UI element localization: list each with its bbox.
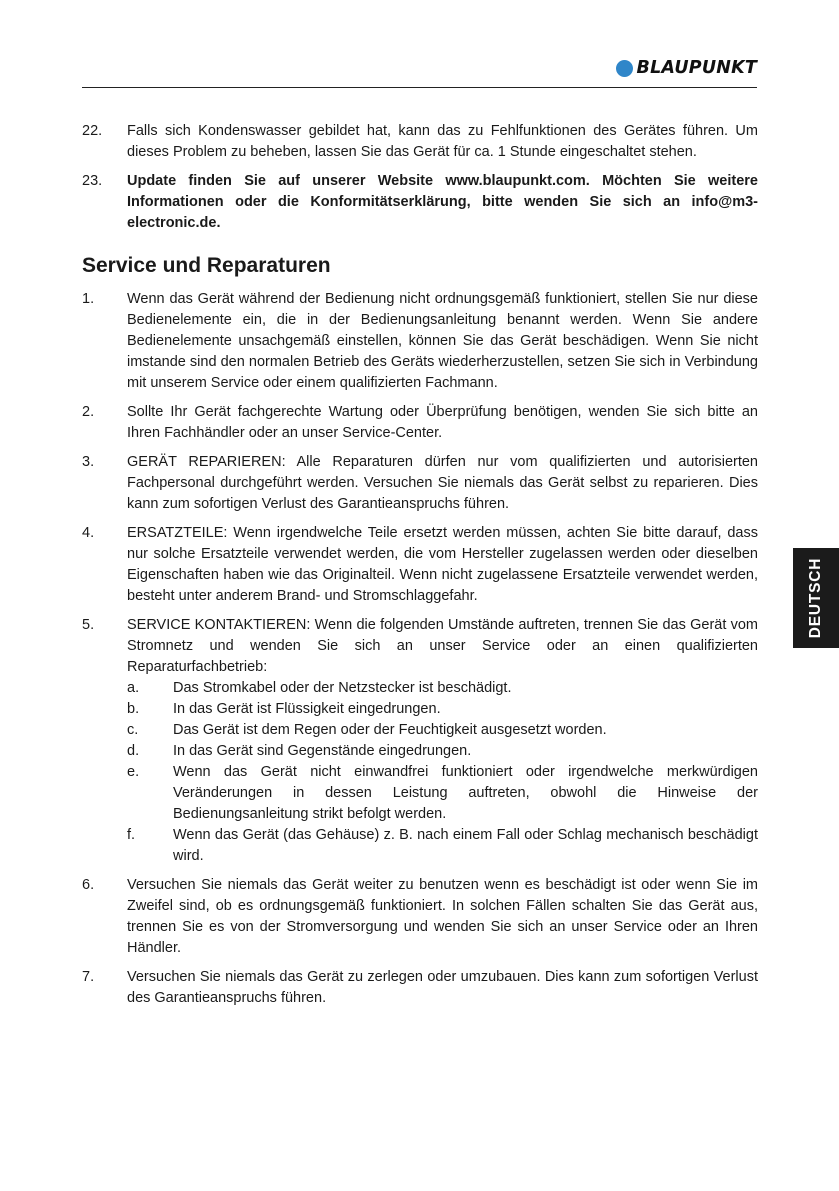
item-number: 5. — [82, 617, 95, 633]
sub-item-text: Das Gerät ist dem Regen oder der Feuchtigkeit ausgesetzt worden. — [173, 722, 607, 738]
sub-item-letter: c. — [127, 722, 139, 738]
item-body — [127, 615, 758, 867]
item-text: Falls sich Kondenswasser gebildet hat, kann das zu Fehlfunktionen des Gerätes führen. Um dieses Problem zu beheben, lassen Sie das Gerät für ca. 1 Stunde eingeschaltet stehen. — [127, 123, 758, 160]
language-tab — [793, 548, 839, 648]
list-item-5 — [82, 615, 758, 867]
document-body — [82, 121, 758, 1017]
brand-dot-icon — [616, 60, 633, 77]
list-item-6 — [82, 875, 758, 959]
sub-item-b — [127, 699, 758, 720]
sub-item-text: In das Gerät sind Gegenstände eingedrungen. — [173, 743, 472, 759]
item-number: 23. — [82, 173, 103, 189]
item-number: 6. — [82, 877, 95, 893]
sub-item-e — [127, 762, 758, 825]
sub-item-letter: a. — [127, 680, 140, 696]
item-number: 22. — [82, 123, 103, 139]
item-text: ERSATZTEILE: Wenn irgendwelche Teile ersetzt werden müssen, achten Sie bitte darauf, dass nur solche Ersatzteile verwendet werden, die vom Hersteller zugelassen werden oder dieselben Eigenschaften haben wie das Originalteil. Wenn nicht zugelassene Ersatzteile verwendet werden, besteht unter anderem Brand- und Stromschlaggefahr. — [127, 525, 758, 604]
item-number: 3. — [82, 454, 95, 470]
list-item-4 — [82, 523, 758, 607]
item-number: 1. — [82, 291, 95, 307]
sub-item-text: In das Gerät ist Flüssigkeit eingedrungen. — [173, 701, 441, 717]
sub-item-d — [127, 741, 758, 762]
sub-item-text: Das Stromkabel oder der Netzstecker ist beschädigt. — [173, 680, 512, 696]
item-number: 2. — [82, 404, 95, 420]
item-text-bold: Update finden Sie auf unserer Website www.blaupunkt.com. Möchten Sie weitere Informationen oder die Konformitätserklärung, bitte wenden Sie sich an info@m3-electronic.de. — [127, 173, 758, 231]
list-item-3 — [82, 452, 758, 515]
language-tab-label: DEUTSCH — [807, 557, 824, 639]
sub-item-letter: f. — [127, 827, 136, 843]
item-text: Wenn das Gerät während der Bedienung nicht ordnungsgemäß funktioniert, stellen Sie nur diese Bedienelemente ein, die in der Bedienungsanleitung benannt werden. Wenn Sie andere Bedienelemente unsachgemäß einstellen, können Sie das Gerät beschädigen. Wenn Sie nicht imstande sind den normalen Betrieb des Geräts wiederherzustellen, setzen Sie sich in Verbindung mit unserem Service oder einem qualifizierten Fachmann. — [127, 291, 758, 391]
item-text: GERÄT REPARIEREN: Alle Reparaturen dürfen nur vom qualifizierten und autorisierten Fachpersonal durchgeführt werden. Versuchen Sie niemals das Gerät selbst zu reparieren. Dies kann zum sofortigen Verlust des Garantieanspruchs führen. — [127, 454, 758, 512]
sub-item-text: Wenn das Gerät (das Gehäuse) z. B. nach einem Fall oder Schlag mechanisch beschädigt wird. — [173, 827, 758, 864]
item-number: 7. — [82, 969, 95, 985]
sub-item-c — [127, 720, 758, 741]
sub-item-letter: b. — [127, 701, 140, 717]
list-item-2 — [82, 402, 758, 444]
item-text: Versuchen Sie niemals das Gerät weiter zu benutzen wenn es beschädigt ist oder wenn Sie im Zweifel sind, ob es ordnungsgemäß funktioniert. In solchen Fällen schalten Sie das Gerät aus, trennen Sie es von der Stromversorgung und wenden Sie sich an unser Service oder an Ihren Händler. — [127, 877, 758, 956]
sub-item-letter: d. — [127, 743, 140, 759]
sub-item-letter: e. — [127, 764, 140, 780]
list-item-7 — [82, 967, 758, 1009]
sub-item-a — [127, 678, 758, 699]
list-item-1 — [82, 289, 758, 394]
list-item-22 — [82, 121, 758, 163]
item-text: Sollte Ihr Gerät fachgerechte Wartung oder Überprüfung benötigen, wenden Sie sich bitte an Ihren Fachhändler oder an unser Service-Center. — [127, 404, 758, 441]
item-text: SERVICE KONTAKTIEREN: Wenn die folgenden Umstände auftreten, trennen Sie das Gerät vom Stromnetz und wenden Sie sich an unser Service oder an einen qualifizierten Reparaturfachbetrieb: — [127, 617, 758, 675]
list-item-23 — [82, 171, 758, 234]
item-number: 4. — [82, 525, 95, 541]
sub-item-text: Wenn das Gerät nicht einwandfrei funktioniert oder irgendwelche merkwürdigen Veränderungen in dessen Leistung auftreten, obwohl die Hinweise der Bedienungsanleitung strikt befolgt werden. — [173, 764, 758, 822]
sub-item-f — [127, 825, 758, 867]
brand-logo — [616, 58, 757, 78]
page-header — [82, 57, 757, 88]
section-title: Service und Reparaturen — [82, 254, 331, 277]
brand-name: BLAUPUNKT — [636, 58, 757, 78]
item-text: Versuchen Sie niemals das Gerät zu zerlegen oder umzubauen. Dies kann zum sofortigen Verlust des Garantieanspruchs führen. — [127, 969, 758, 1006]
